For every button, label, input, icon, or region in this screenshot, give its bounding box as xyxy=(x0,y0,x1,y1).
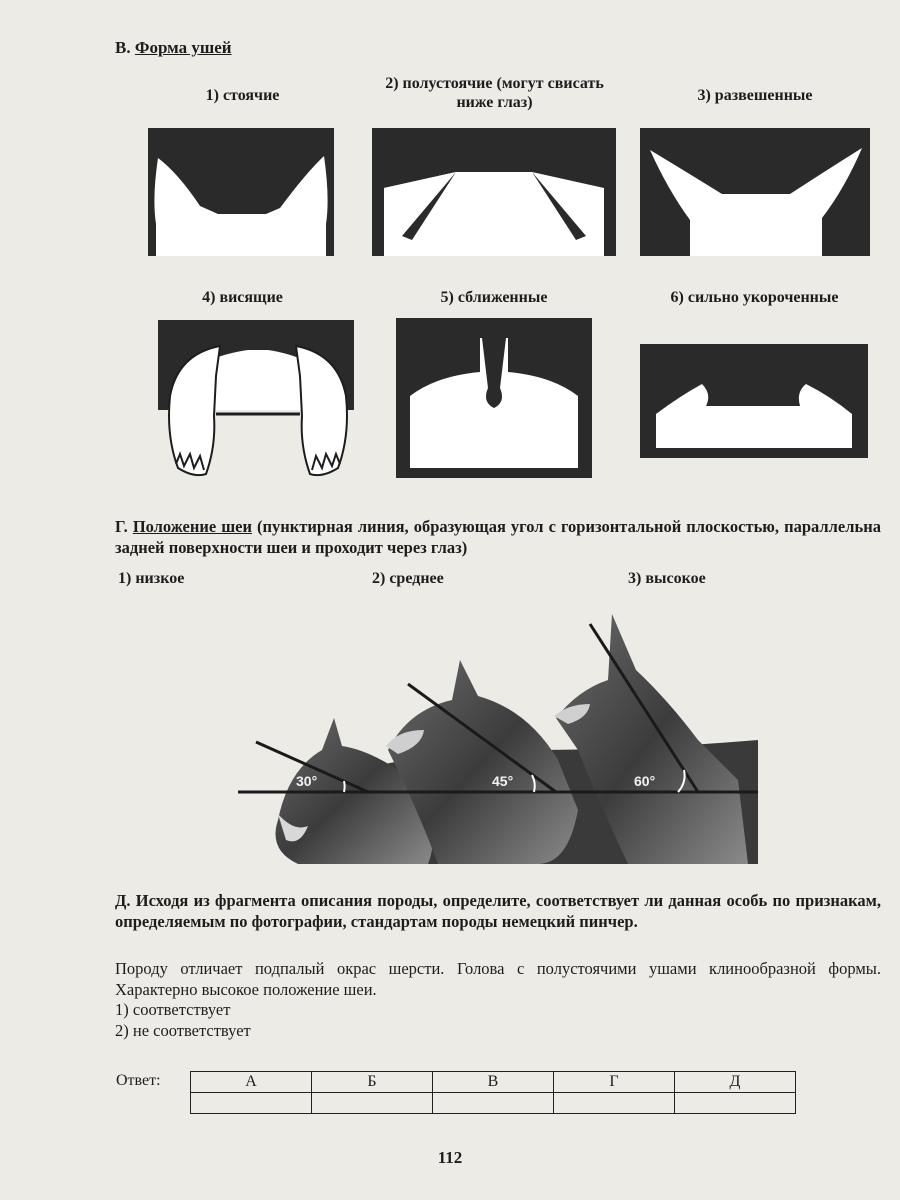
section-g-title: Положение шеи xyxy=(132,517,252,536)
ear-caption-2: 2) полустоячие (могут свисать ниже глаз) xyxy=(385,75,604,111)
neck-option-high: 3) высокое xyxy=(628,570,706,587)
ear-caption-5: 5) сближенные xyxy=(440,289,548,306)
cropped-ears-icon xyxy=(640,344,868,458)
ear-caption-1: 1) стоячие xyxy=(205,87,280,104)
answer-col-g: Г xyxy=(554,1072,675,1093)
section-g-heading xyxy=(115,516,881,558)
angle-label-30: 30° xyxy=(296,773,318,789)
section-d-option-1: 1) соответствует xyxy=(115,1000,231,1019)
section-v-heading xyxy=(115,38,232,58)
ear-caption-3: 3) развешенные xyxy=(697,87,813,104)
section-g-description: (пунктирная линия, образующая угол с горизонтальной плоскостью, параллельна задней поверхности шеи и проходит через глаз) xyxy=(115,517,881,557)
neck-position-photo xyxy=(238,600,758,864)
answer-cell-a[interactable] xyxy=(191,1093,312,1114)
section-d-question: Д. Исходя из фрагмента описания породы, определите, соответствует ли данная особь по признакам, определяемым по фотографии, стандартам породы немецкий пинчер. xyxy=(115,891,881,931)
section-d-option-2: 2) не соответствует xyxy=(115,1021,251,1040)
page-number: 112 xyxy=(437,1148,463,1167)
answer-cell-d[interactable] xyxy=(675,1093,796,1114)
erect-ears-icon xyxy=(148,128,334,256)
close-set-ears-icon xyxy=(396,318,592,478)
ear-caption-6: 6) сильно укороченные xyxy=(670,289,839,306)
section-v-title: Форма ушей xyxy=(134,38,232,57)
answer-col-a: А xyxy=(191,1072,312,1093)
answer-cell-g[interactable] xyxy=(554,1093,675,1114)
spread-ears-icon xyxy=(640,128,870,256)
answer-cell-b[interactable] xyxy=(312,1093,433,1114)
answer-label: Ответ: xyxy=(116,1072,161,1089)
ear-caption-4: 4) висящие xyxy=(202,289,283,306)
section-v-letter: В. xyxy=(115,38,131,57)
neck-option-low: 1) низкое xyxy=(118,570,185,587)
angle-label-45: 45° xyxy=(492,773,514,789)
neck-option-medium: 2) среднее xyxy=(372,570,444,587)
section-d-text: Породу отличает подпалый окрас шерсти. Голова с полустоячими ушами клинообразной формы. Характерно высокое положение шеи. xyxy=(115,959,881,999)
answer-col-d: Д xyxy=(675,1072,796,1093)
answer-cell-v[interactable] xyxy=(433,1093,554,1114)
angle-label-60: 60° xyxy=(634,773,656,789)
answer-col-b: Б xyxy=(312,1072,433,1093)
section-g-letter: Г. xyxy=(115,517,128,536)
answer-col-v: В xyxy=(433,1072,554,1093)
semi-erect-ears-icon xyxy=(372,128,616,256)
hanging-ears-drawing xyxy=(158,336,358,481)
answer-table xyxy=(190,1071,796,1114)
